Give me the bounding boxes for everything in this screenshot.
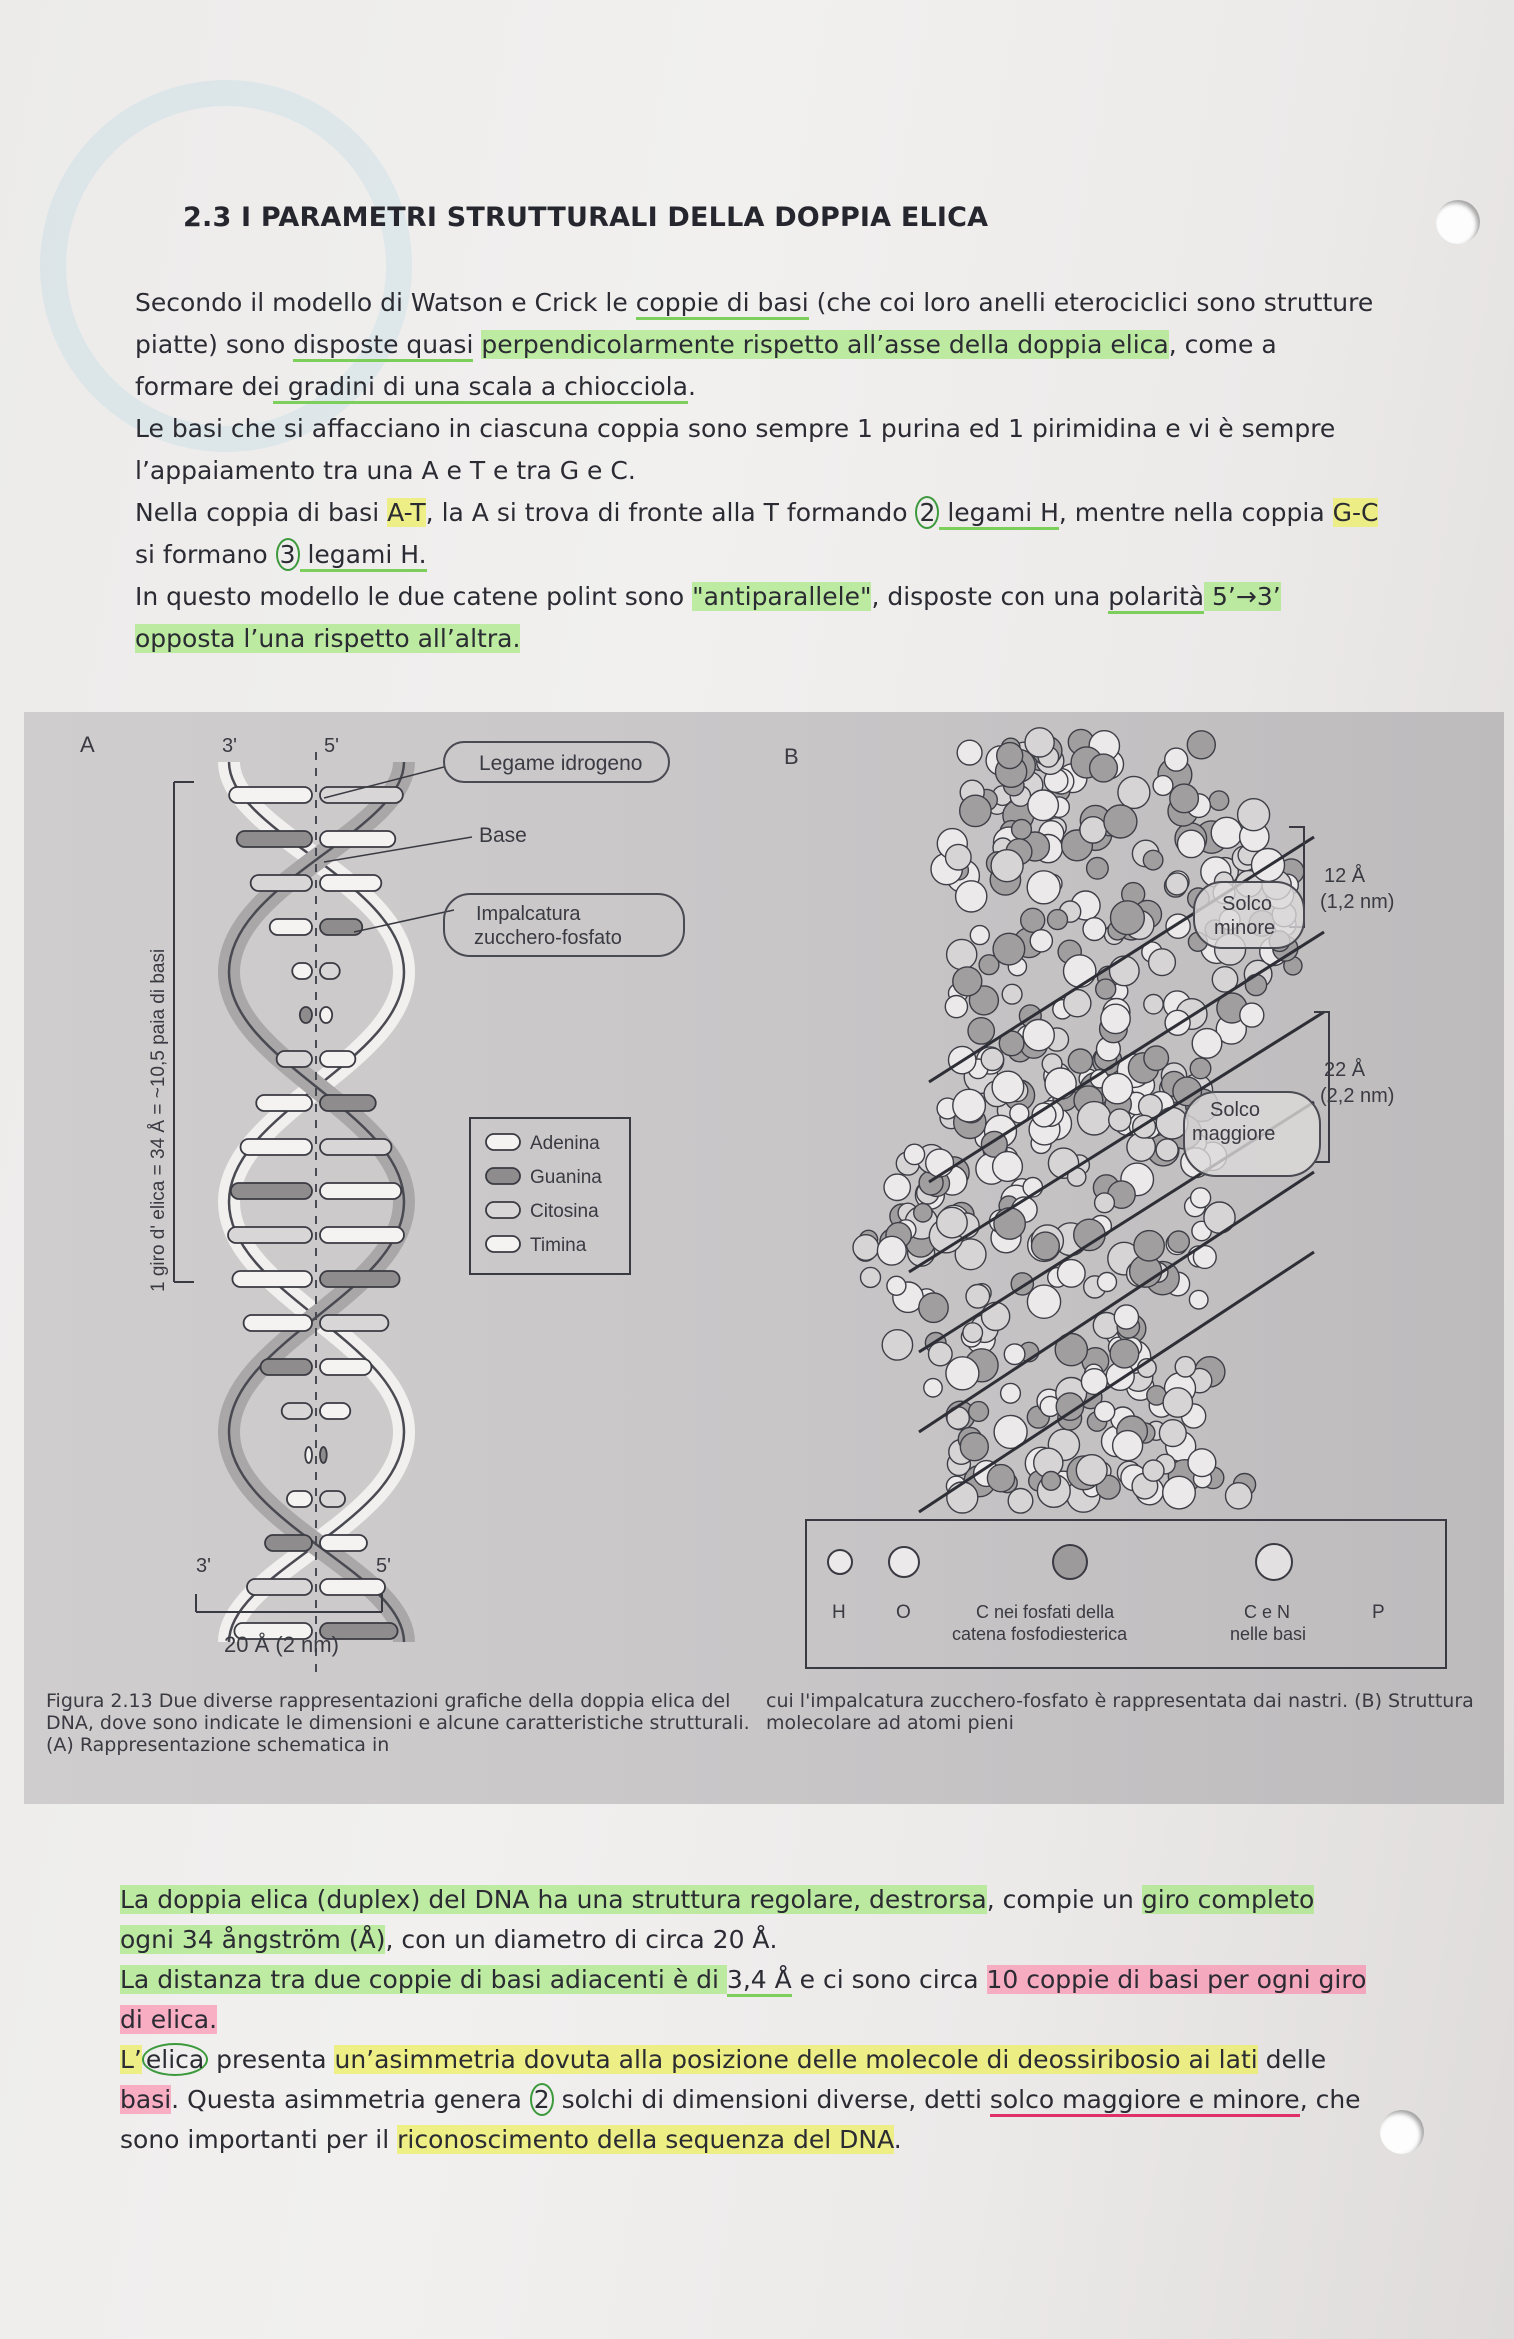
atom-key bbox=[806, 1520, 1446, 1668]
atom-sphere bbox=[1163, 1476, 1196, 1509]
legend-adenine: Adenina bbox=[530, 1133, 600, 1154]
binder-hole bbox=[1436, 200, 1480, 244]
atom-sphere bbox=[953, 1089, 986, 1122]
atom-sphere bbox=[992, 1071, 1024, 1103]
base-pair-left bbox=[292, 963, 312, 979]
atom-sphere bbox=[1190, 1058, 1211, 1079]
atom-sphere bbox=[987, 1465, 1014, 1492]
atom-sphere bbox=[970, 926, 989, 945]
base-pair-left bbox=[287, 1491, 312, 1507]
base-pair-left bbox=[300, 1007, 312, 1023]
atom-sphere bbox=[968, 1018, 994, 1044]
atom-sphere bbox=[1008, 1489, 1033, 1514]
base-pair-left bbox=[247, 1579, 312, 1595]
atom-sphere bbox=[887, 1276, 906, 1295]
atom-sphere bbox=[1110, 956, 1140, 986]
atom-sphere bbox=[1058, 1260, 1086, 1288]
base-legend bbox=[470, 1118, 630, 1274]
atom-sphere bbox=[924, 1379, 942, 1397]
base-pair-left bbox=[261, 1359, 312, 1375]
atom-sphere bbox=[945, 996, 967, 1018]
label-backbone-line1: Impalcatura bbox=[476, 903, 581, 925]
atom-sphere bbox=[929, 1342, 953, 1366]
atom-sphere bbox=[1156, 1139, 1178, 1161]
atom-sphere bbox=[1187, 731, 1215, 759]
atom-sphere bbox=[1226, 1483, 1252, 1509]
atom-sphere bbox=[1211, 817, 1242, 848]
base-pair-right bbox=[320, 1359, 371, 1375]
atom-sphere bbox=[1004, 1344, 1025, 1365]
atom-sphere bbox=[1170, 784, 1199, 813]
atom-sphere bbox=[914, 1204, 932, 1222]
base-pair-right bbox=[320, 1315, 388, 1331]
minor-groove-label-1: Solco bbox=[1222, 893, 1273, 915]
outro-paragraph: La doppia elica (duplex) del DNA ha una struttura regolare, destrorsa, compie un giro completo ogni 34 ångström (Å), con un diametro di circa 20 Å. La distanza tra due coppie di basi adiacenti è di 3,4 Å e ci sono circa 10 coppie di basi per ogni giro di elica. L’ elica presenta un’asimmetria dovuta alla posizione delle molecole di deossiribosio ai lati delle basi. Questa asimmetria genera 2 solchi di dimensioni diverse, detti solco maggiore e minore, che sono importanti per il riconoscimento della sequenza del DNA. bbox=[120, 1885, 1367, 2154]
base-pair-left bbox=[232, 1271, 312, 1287]
atom-sphere bbox=[1168, 1231, 1189, 1252]
atom-sphere bbox=[1027, 871, 1060, 904]
end-5-bottom: 5' bbox=[376, 1555, 391, 1577]
panel-b-label: B bbox=[784, 744, 799, 769]
atom-sphere bbox=[982, 1302, 1010, 1330]
atom-sphere bbox=[1153, 776, 1173, 796]
base-pair-left bbox=[231, 1183, 312, 1199]
atom-sphere bbox=[1101, 1004, 1130, 1033]
atom-sphere bbox=[1090, 754, 1118, 782]
base-pair-right bbox=[320, 963, 340, 979]
atom-sphere bbox=[1110, 1339, 1139, 1368]
atom-sphere bbox=[966, 1285, 990, 1309]
atom-sphere bbox=[957, 740, 982, 765]
turn-label: 1 giro d' elica = 34 Å = ~10,5 paia di basi bbox=[148, 948, 169, 1292]
atom-sphere bbox=[947, 939, 977, 969]
atom-sphere bbox=[1021, 908, 1045, 932]
base-pair-left bbox=[265, 1535, 312, 1551]
atom-sphere bbox=[1192, 1029, 1222, 1059]
base-pair-right bbox=[320, 1183, 401, 1199]
base-pair-right bbox=[320, 875, 381, 891]
atom-sphere bbox=[994, 1208, 1025, 1239]
atom-sphere bbox=[1102, 1073, 1132, 1103]
atom-sphere bbox=[1178, 830, 1205, 857]
base-pair-left bbox=[237, 831, 312, 847]
label-base: Base bbox=[479, 824, 527, 847]
dna-figure-drawing bbox=[24, 712, 1504, 1804]
major-groove-label-2: maggiore bbox=[1192, 1123, 1276, 1145]
atom-sphere bbox=[953, 967, 982, 996]
minor-groove-dim-1: 12 Å bbox=[1324, 865, 1366, 887]
atom-sphere bbox=[1240, 1003, 1264, 1027]
intro-paragraph: Secondo il modello di Watson e Crick le coppie di basi (che coi loro anelli eterociclici sono strutture piatte) sono disposte quasi perpendicolarmente rispetto all’asse della doppia elica, come a formare dei gradini di una scala a chiocciola. Le basi che si affacciano in ciascuna coppia sono sempre 1 purina ed 1 pirimidina e vi è sempre l’appaiamento tra una A e T e tra G e C. Nella coppia di basi A-T, la A si trova di fronte alla T formando 2 legami H, mentre nella coppia G-C si formano 3 legami H. In questo modello le due catene polint sono "antiparallele", disposte con una polarità 5’→3’ opposta l’una rispetto all’altra. bbox=[135, 288, 1379, 653]
atom-sphere bbox=[1032, 1232, 1060, 1260]
atom-sphere bbox=[1238, 799, 1270, 831]
base-pair-left bbox=[256, 1095, 312, 1111]
atom-sphere bbox=[1095, 1193, 1115, 1213]
atom-sphere bbox=[884, 1174, 910, 1200]
atom-sphere bbox=[960, 795, 991, 826]
atom-sphere bbox=[1002, 984, 1022, 1004]
atom-sphere bbox=[946, 1357, 979, 1390]
base-pair-left bbox=[270, 919, 312, 935]
atom-sphere bbox=[1078, 1102, 1111, 1135]
atom-sphere bbox=[1087, 858, 1109, 880]
atom-sphere bbox=[1163, 1388, 1192, 1417]
section-title: 2.3 I PARAMETRI STRUTTURALI DELLA DOPPIA ELICA bbox=[183, 202, 989, 233]
atom-sphere bbox=[1134, 1231, 1164, 1261]
base-pair-left bbox=[241, 1139, 312, 1155]
atom-sphere bbox=[1189, 1290, 1208, 1309]
atom-sphere bbox=[1025, 728, 1054, 757]
base-pair-left bbox=[282, 1403, 312, 1419]
atom-sphere bbox=[993, 933, 1025, 965]
base-pair-left bbox=[305, 1447, 312, 1463]
atom-sphere bbox=[1098, 1273, 1117, 1292]
base-pair-left bbox=[228, 1227, 312, 1243]
minor-groove-label-2: minore bbox=[1214, 917, 1276, 939]
atom-sphere bbox=[1188, 1449, 1216, 1477]
major-groove-dim-1: 22 Å bbox=[1324, 1059, 1366, 1081]
atom-sphere bbox=[1113, 1431, 1143, 1461]
atom-sphere bbox=[1027, 1285, 1060, 1318]
atom-sphere bbox=[1080, 817, 1106, 843]
label-hydrogen-bond: Legame idrogeno bbox=[479, 752, 643, 775]
atom-sphere bbox=[1143, 850, 1163, 870]
atom-key-c-line2: catena fosfodiesterica bbox=[952, 1624, 1128, 1644]
atom-sphere bbox=[1048, 910, 1068, 930]
atom-sphere bbox=[981, 1048, 1003, 1070]
atom-sphere bbox=[1191, 1188, 1211, 1208]
base-pair-right bbox=[320, 1139, 391, 1155]
atom-sphere bbox=[946, 844, 972, 870]
base-pair-right bbox=[320, 1447, 327, 1463]
base-pair-right bbox=[320, 1271, 400, 1287]
atom-sphere bbox=[1209, 791, 1228, 810]
end-5-top: 5' bbox=[324, 735, 339, 757]
atom-key-o: O bbox=[896, 1602, 911, 1623]
atom-key-h: H bbox=[832, 1602, 846, 1623]
legend-thymine: Timina bbox=[530, 1235, 587, 1256]
atom-sphere bbox=[877, 1236, 906, 1265]
atom-sphere bbox=[1245, 974, 1266, 995]
major-groove-label-1: Solco bbox=[1210, 1099, 1261, 1121]
base-pair-left bbox=[244, 1315, 312, 1331]
base-pair-right bbox=[320, 1579, 385, 1595]
atom-sphere bbox=[1144, 1046, 1169, 1071]
atom-key-cn-line1: C e N bbox=[1244, 1602, 1291, 1622]
atom-sphere bbox=[1042, 1472, 1061, 1491]
base-pair-right bbox=[320, 1095, 376, 1111]
turn-bracket bbox=[174, 782, 194, 1282]
atom-sphere bbox=[1111, 901, 1145, 935]
figure-caption-right: cui l'impalcatura zucchero-fosfato è rappresentata dai nastri. (B) Struttura molecolare ad atomi pieni bbox=[766, 1690, 1474, 1734]
atom-sphere bbox=[882, 1330, 912, 1360]
label-backbone-line2: zucchero-fosfato bbox=[474, 927, 622, 949]
base-pair-right bbox=[320, 787, 403, 803]
atom-sphere bbox=[956, 881, 987, 912]
atom-key-p: P bbox=[1372, 1602, 1385, 1623]
width-label: 20 Å (2 nm) bbox=[224, 1632, 339, 1657]
legend-guanine: Guanina bbox=[530, 1167, 602, 1188]
base-pair-right bbox=[320, 1491, 345, 1507]
panel-a-label: A bbox=[80, 732, 95, 757]
base-pair-right bbox=[320, 1403, 350, 1419]
atom-sphere bbox=[997, 743, 1023, 769]
atom-sphere bbox=[993, 1152, 1023, 1182]
atom-sphere bbox=[1166, 873, 1188, 895]
atom-sphere bbox=[1030, 930, 1052, 952]
atom-sphere bbox=[1023, 1020, 1054, 1051]
atom-sphere bbox=[1045, 1068, 1076, 1099]
atom-sphere bbox=[926, 1149, 954, 1177]
base-pair-right bbox=[320, 1051, 355, 1067]
atom-sphere bbox=[1001, 1383, 1021, 1403]
atom-key-cn-line2: nelle basi bbox=[1230, 1624, 1307, 1644]
atom-key-c-line1: C nei fosfati della bbox=[976, 1602, 1115, 1622]
end-3-bottom: 3' bbox=[196, 1555, 211, 1577]
dna-figure bbox=[24, 712, 1504, 1804]
atom-sphere bbox=[1149, 949, 1176, 976]
atom-sphere bbox=[1109, 1109, 1131, 1131]
base-pair-right bbox=[320, 831, 395, 847]
atom-sphere bbox=[1144, 995, 1163, 1014]
base-pair-left bbox=[251, 875, 312, 891]
atom-sphere bbox=[1175, 1357, 1195, 1377]
atom-sphere bbox=[1012, 820, 1032, 840]
atom-sphere bbox=[1068, 1049, 1092, 1073]
atom-sphere bbox=[1159, 1420, 1186, 1447]
major-groove-dim-2: (2,2 nm) bbox=[1320, 1085, 1395, 1107]
figure-caption-left: Figura 2.13 Due diverse rappresentazioni grafiche della doppia elica del DNA, dove sono indicate le dimensioni e alcune caratteristiche strutturali. (A) Rappresentazione schematica in bbox=[46, 1690, 750, 1756]
minor-groove-dim-2: (1,2 nm) bbox=[1320, 891, 1395, 913]
base-pair-right bbox=[320, 919, 362, 935]
atom-sphere bbox=[904, 1144, 924, 1164]
legend-cytosine: Citosina bbox=[530, 1201, 599, 1222]
atom-sphere bbox=[1076, 1455, 1107, 1486]
atom-sphere bbox=[963, 1323, 983, 1343]
atom-sphere bbox=[969, 1402, 989, 1422]
atom-sphere bbox=[1095, 1401, 1115, 1421]
atom-sphere bbox=[1096, 979, 1116, 999]
atom-sphere bbox=[1104, 805, 1137, 838]
atom-sphere bbox=[1028, 790, 1059, 821]
atom-sphere bbox=[1114, 1305, 1138, 1329]
base-pair-right bbox=[320, 1227, 404, 1243]
atom-sphere bbox=[861, 1267, 881, 1287]
base-pair-left bbox=[229, 787, 312, 803]
base-pair-right bbox=[320, 1535, 367, 1551]
end-3-top: 3' bbox=[222, 735, 237, 757]
atom-sphere bbox=[960, 1433, 988, 1461]
atom-sphere bbox=[1143, 1460, 1164, 1481]
atom-sphere bbox=[1165, 748, 1188, 771]
atom-sphere bbox=[937, 1207, 968, 1238]
atom-sphere bbox=[991, 850, 1023, 882]
atom-sphere bbox=[947, 1482, 978, 1513]
base-pair-left bbox=[277, 1051, 312, 1067]
atom-sphere bbox=[853, 1235, 879, 1261]
atom-sphere bbox=[1083, 918, 1106, 941]
atom-sphere bbox=[1064, 955, 1096, 987]
atom-sphere bbox=[919, 1293, 948, 1322]
atom-sphere bbox=[1118, 776, 1150, 808]
base-pair-right bbox=[320, 1007, 332, 1023]
